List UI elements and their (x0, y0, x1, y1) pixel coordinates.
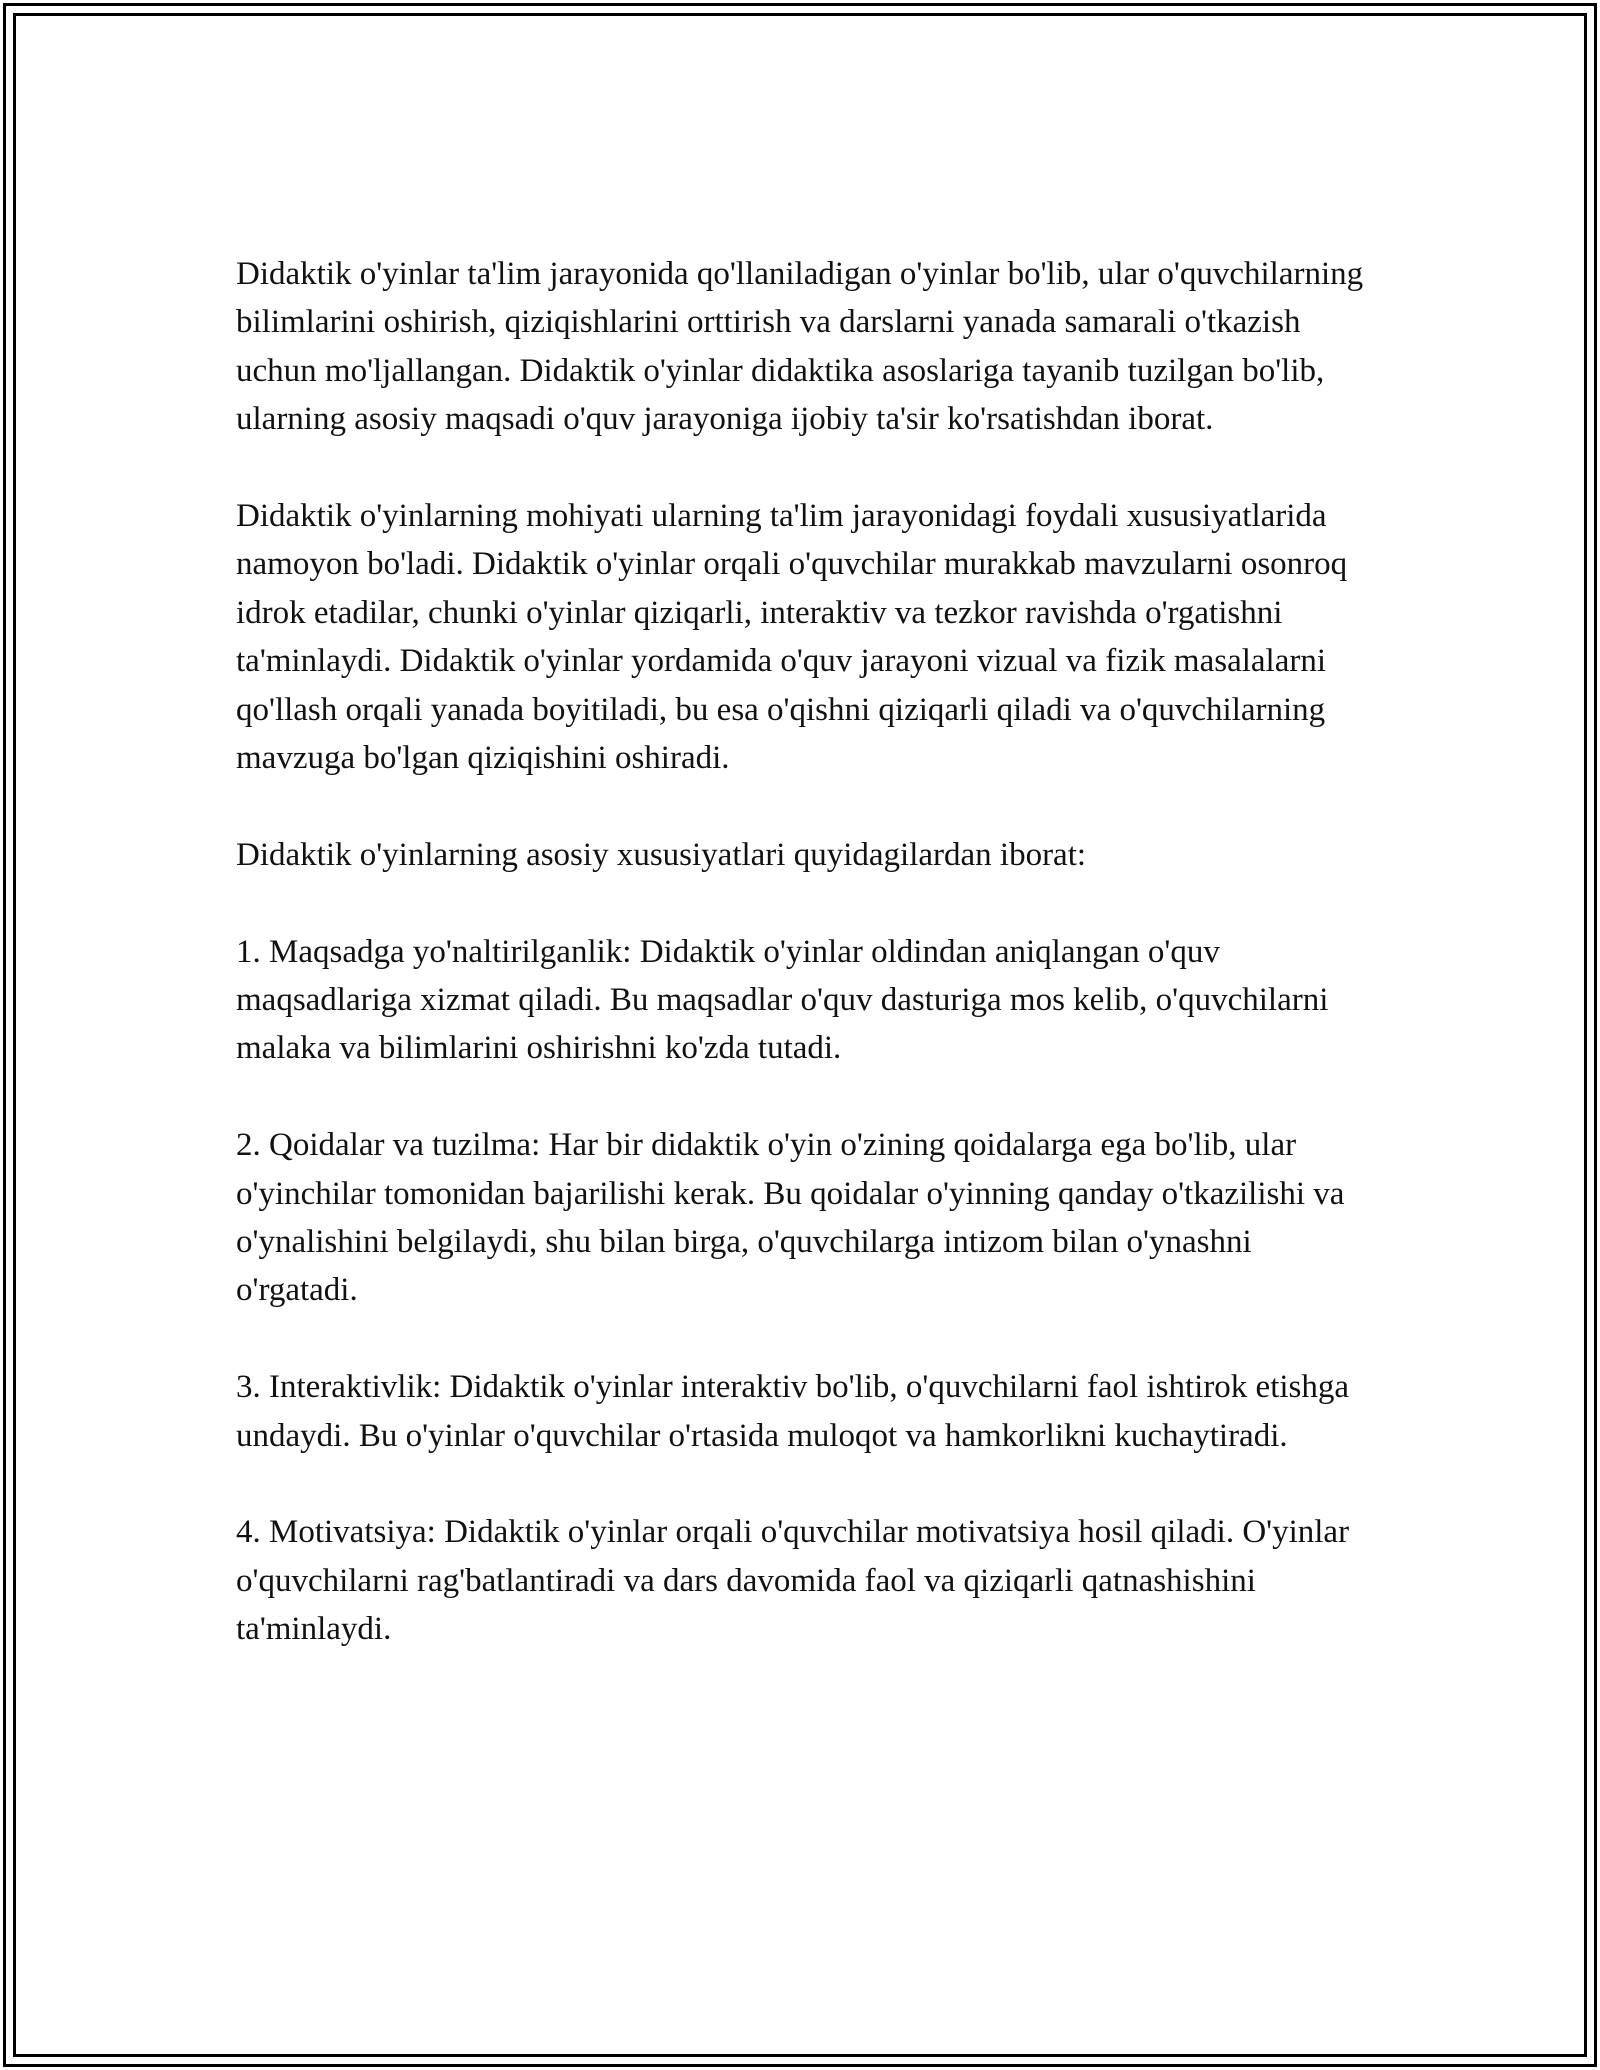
features-lead-paragraph: Didaktik o'yinlarning asosiy xususiyatlari quyidagilardan iborat: (236, 836, 1087, 873)
intro-paragraph: Didaktik o'yinlar ta'lim jarayonida qo'llaniladigan o'yinlar bo'lib, ular o'quvchilarning bilimlarini oshirish, qiziqishlarini orttirish va darslarni yanada samarali o'tkazish uchun mo'ljallangan. Didaktik o'yinlar didaktika asoslariga tayanib tuzilgan bo'lib, ularning asosiy maqsadi o'quv jarayoniga ijobiy ta'sir ko'rsatishdan iborat. (236, 256, 1364, 438)
feature-item-3: 3. Interaktivlik: Didaktik o'yinlar interaktiv bo'lib, o'quvchilarni faol ishtirok etishga undaydi. Bu o'yinlar o'quvchilar o'rtasida muloqot va hamkorlikni kuchaytiradi. (236, 1369, 1350, 1454)
feature-item-2: 2. Qoidalar va tuzilma: Har bir didaktik o'yin o'zining qoidalarga ega bo'lib, ular o'yinchilar tomonidan bajarilishi kerak. Bu qoidalar o'yinning qanday o'tkazilishi va o'ynalishini belgilaydi, shu bilan birga, o'quvchilarga intizom bilan o'ynashni o'rgatadi. (236, 1127, 1345, 1309)
feature-item-1: 1. Maqsadga yo'naltirilganlik: Didaktik o'yinlar oldindan aniqlangan o'quv maqsadlariga xizmat qiladi. Bu maqsadlar o'quv dasturiga mos kelib, o'quvchilarni malaka va bilimlarini oshirishni ko'zda tutadi. (236, 933, 1329, 1067)
essence-paragraph: Didaktik o'yinlarning mohiyati ularning ta'lim jarayonidagi foydali xususiyatlarida namoyon bo'ladi. Didaktik o'yinlar orqali o'quvchilar murakkab mavzularni osonroq idrok etadilar, chunki o'yinlar qiziqarli, interaktiv va tezkor ravishda o'rgatishni ta'minlaydi. Didaktik o'yinlar yordamida o'quv jarayoni vizual va fizik masalalarni qo'llash orqali yanada boyitiladi, bu esa o'qishni qiziqarli qiladi va o'quvchilarning mavzuga bo'lgan qiziqishini oshiradi. (236, 498, 1348, 777)
document-body (236, 250, 1376, 1702)
feature-item-4: 4. Motivatsiya: Didaktik o'yinlar orqali o'quvchilar motivatsiya hosil qiladi. O'yinlar o'quvchilarni rag'batlantiradi va dars davomida faol va qiziqarli qatnashishini ta'minlaydi. (236, 1514, 1350, 1648)
